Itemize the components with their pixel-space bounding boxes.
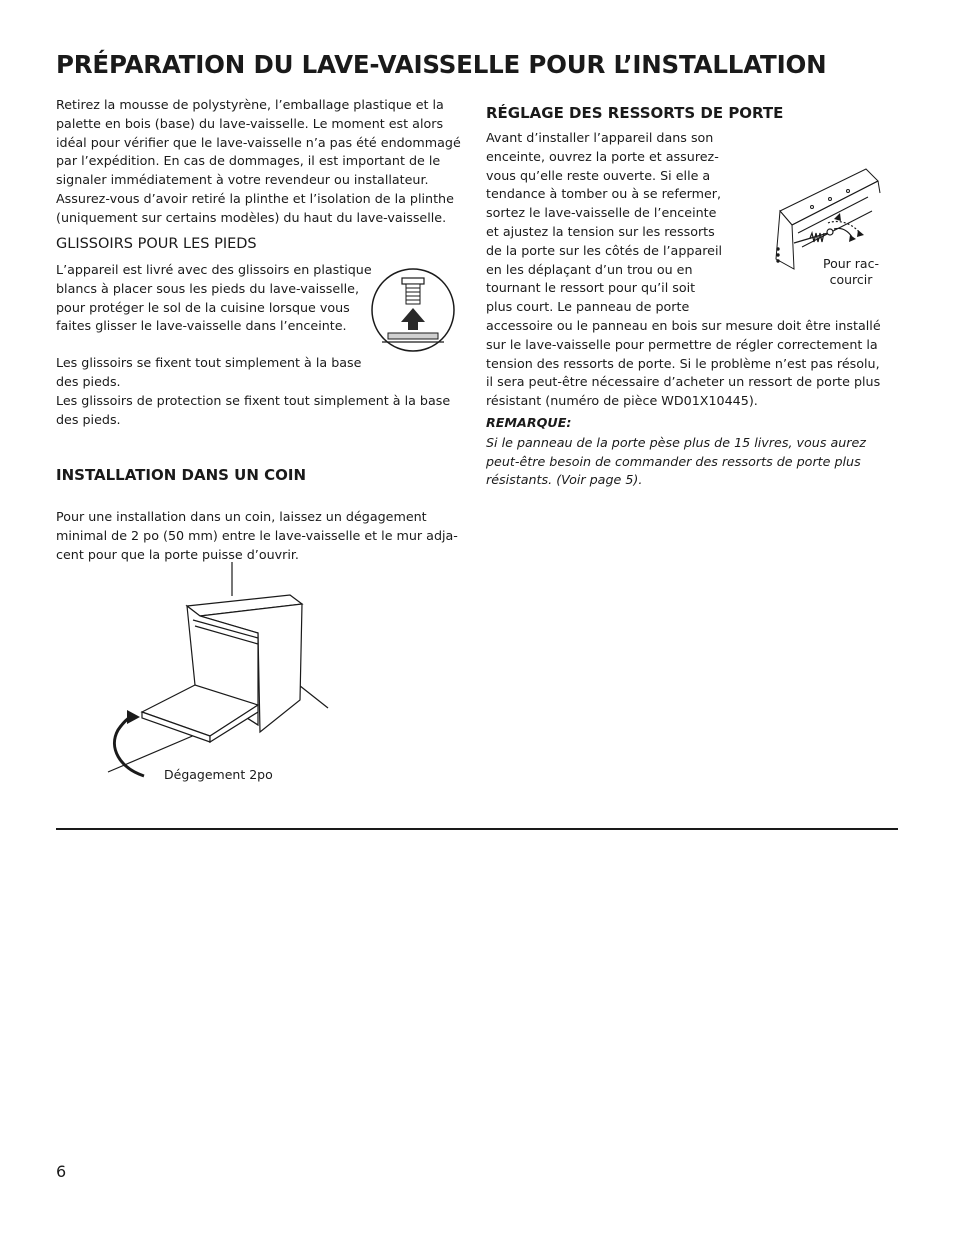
springs-heading: RÉGLAGE DES RESSORTS DE PORTE [486, 104, 784, 122]
glides-paragraph-3: Les glissoirs de protection se fixent tout simplement à la base des pieds. [56, 393, 451, 427]
corner-heading: INSTALLATION DANS UN COIN [56, 466, 307, 484]
note-title: REMARQUE: [486, 415, 572, 430]
foot-glide-illustration [366, 268, 462, 352]
dishwasher-corner-illustration [100, 560, 340, 780]
springs-paragraph: Avant d’installer l’appareil dans son enceinte, ouvrez la porte et assurez-vous qu’elle reste ouverte. Si elle a tendance à tomber ou à se refermer, sortez le lave-vaisselle de l’enceinte et ajustez la tension sur les ressorts de la porte sur les côtés de l’appareil en les déplaçant d’un trou ou en tournant le ressort pour qu’il soit plus court. Le panneau de porte accessoire ou le panneau en bois sur mesure doit être installé sur le lave-vaisselle pour permettre de régler correctement la tension des ressorts de porte. Si le problème n’est pas résolu, il sera peut-être nécessaire d’acheter un ressort de porte plus résistant (numéro de pièce WD01X10445). [486, 130, 881, 409]
glides-paragraph-1: L’appareil est livré avec des glissoirs en plastique blancs à placer sous les pieds du lave-vaisselle, pour protéger le sol de la cuisine lorsque vous faites glisser le lave-vaisselle dans l’enceinte. [56, 262, 372, 334]
page-title: PRÉPARATION DU LAVE-VAISSELLE POUR L’INSTALLATION [56, 50, 827, 79]
glides-heading: GLISSOIRS POUR LES PIEDS [56, 236, 257, 252]
intro-paragraph: Retirez la mousse de polystyrène, l’emballage plastique et la palette en bois (base) du lave-vaisselle. Le moment est alors idéal pour vérifier que le lave-vaisselle n’a pas été endommagé par l’expédition. En cas de dommages, il est important de le signaler immédiatement à votre revendeur ou installateur. Assurez-vous d’avoir retiré la plinthe et l’isolation de la plinthe (uniquement sur certains modèles) du haut du lave-vaisselle. [56, 97, 461, 225]
corner-paragraph: Pour une installation dans un coin, laissez un dégagement minimal de 2 po (50 mm) entre le lave-vaisselle et le mur adja-cent pour que la porte puisse d’ouvrir. [56, 509, 458, 562]
section-divider [56, 828, 898, 830]
page-number: 6 [56, 1162, 67, 1181]
glides-paragraph-2: Les glissoirs se fixent tout simplement à la base des pieds. [56, 355, 362, 389]
clearance-caption: Dégagement 2po [164, 767, 273, 782]
note-text: Si le panneau de la porte pèse plus de 15 livres, vous aurez peut-être besoin de commander des ressorts de porte plus résistants. (Voir page 5). [486, 435, 866, 488]
shorten-caption: Pour rac-courcir [823, 256, 879, 287]
